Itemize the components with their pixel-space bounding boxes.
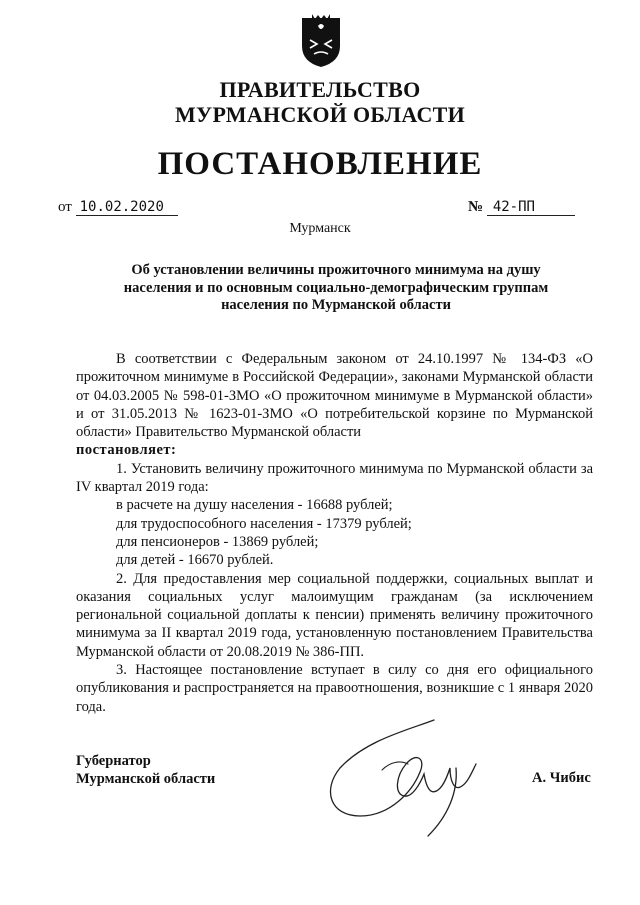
document-number <box>468 199 575 216</box>
resolves-keyword: постановляет: <box>76 442 177 459</box>
signatory-title-line1: Губернатор <box>76 753 151 769</box>
city-name: Мурманск <box>289 221 351 236</box>
org-name-line2: МУРМАНСКОЙ ОБЛАСТИ <box>174 102 466 127</box>
number-label: № <box>468 199 484 215</box>
signatory-name: А. Чибис <box>532 770 591 786</box>
item-1-paragraph: 1. Установить величину прожиточного минимума по Мурманской области за IV квартал 2019 года: <box>76 460 593 496</box>
preamble-paragraph: В соответствии с Федеральным законом от 24.10.1997 № 134-ФЗ «О прожиточном минимуме в Российской Федерации», законами Мурманской области от 04.03.2005 № 598-01-ЗМО «О прожиточном минимуме в Мурманской области» и от 31.05.2013 № 1623-01-ЗМО «О потребительской корзине по Мурманской области» Правительство Мурманской области <box>76 351 593 441</box>
item-1-pensioners: для пенсионеров - 13869 рублей; <box>116 533 319 550</box>
date-value: 10.02.2020 <box>76 199 178 216</box>
number-value: 42-ПП <box>487 199 575 216</box>
document-type-title: ПОСТАНОВЛЕНИЕ <box>157 146 483 182</box>
item-2-paragraph: 2. Для предоставления мер социальной поддержки, социальных выплат и оказания социальных услуг малоимущим гражданам (за исключением региональной социальной доплаты к пенсии) применять величину прожиточного минимума за II квартал 2019 года, установленную постановлением Правительства Мурманской области от 20.08.2019 № 386-ПП. <box>76 570 593 660</box>
item-1-per-capita: в расчете на душу населения - 16688 рублей; <box>116 497 393 514</box>
item-1-working-age: для трудоспособного населения - 17379 рублей; <box>116 515 412 532</box>
handwritten-signature-icon <box>316 712 486 842</box>
subject-line: населения и по основным социально-демографическим группам <box>123 279 549 296</box>
item-3-paragraph: 3. Настоящее постановление вступает в силу со дня его официального опубликования и распространяется на правоотношения, возникшие с 1 января 2020 года. <box>76 662 593 715</box>
document-date <box>58 199 178 216</box>
signatory-title-line2: Мурманской области <box>76 771 216 787</box>
document-body <box>76 350 593 716</box>
document-subject <box>96 262 576 315</box>
signatory-title <box>76 752 215 788</box>
subject-line: Об установлении величины прожиточного минимума на душу <box>131 262 541 278</box>
coat-of-arms-icon <box>300 12 342 68</box>
date-label: от <box>58 199 72 215</box>
subject-line: населения по Мурманской области <box>221 297 451 313</box>
org-name-line1: ПРАВИТЕЛЬСТВО <box>219 77 421 102</box>
item-1-children: для детей - 16670 рублей. <box>116 552 274 569</box>
